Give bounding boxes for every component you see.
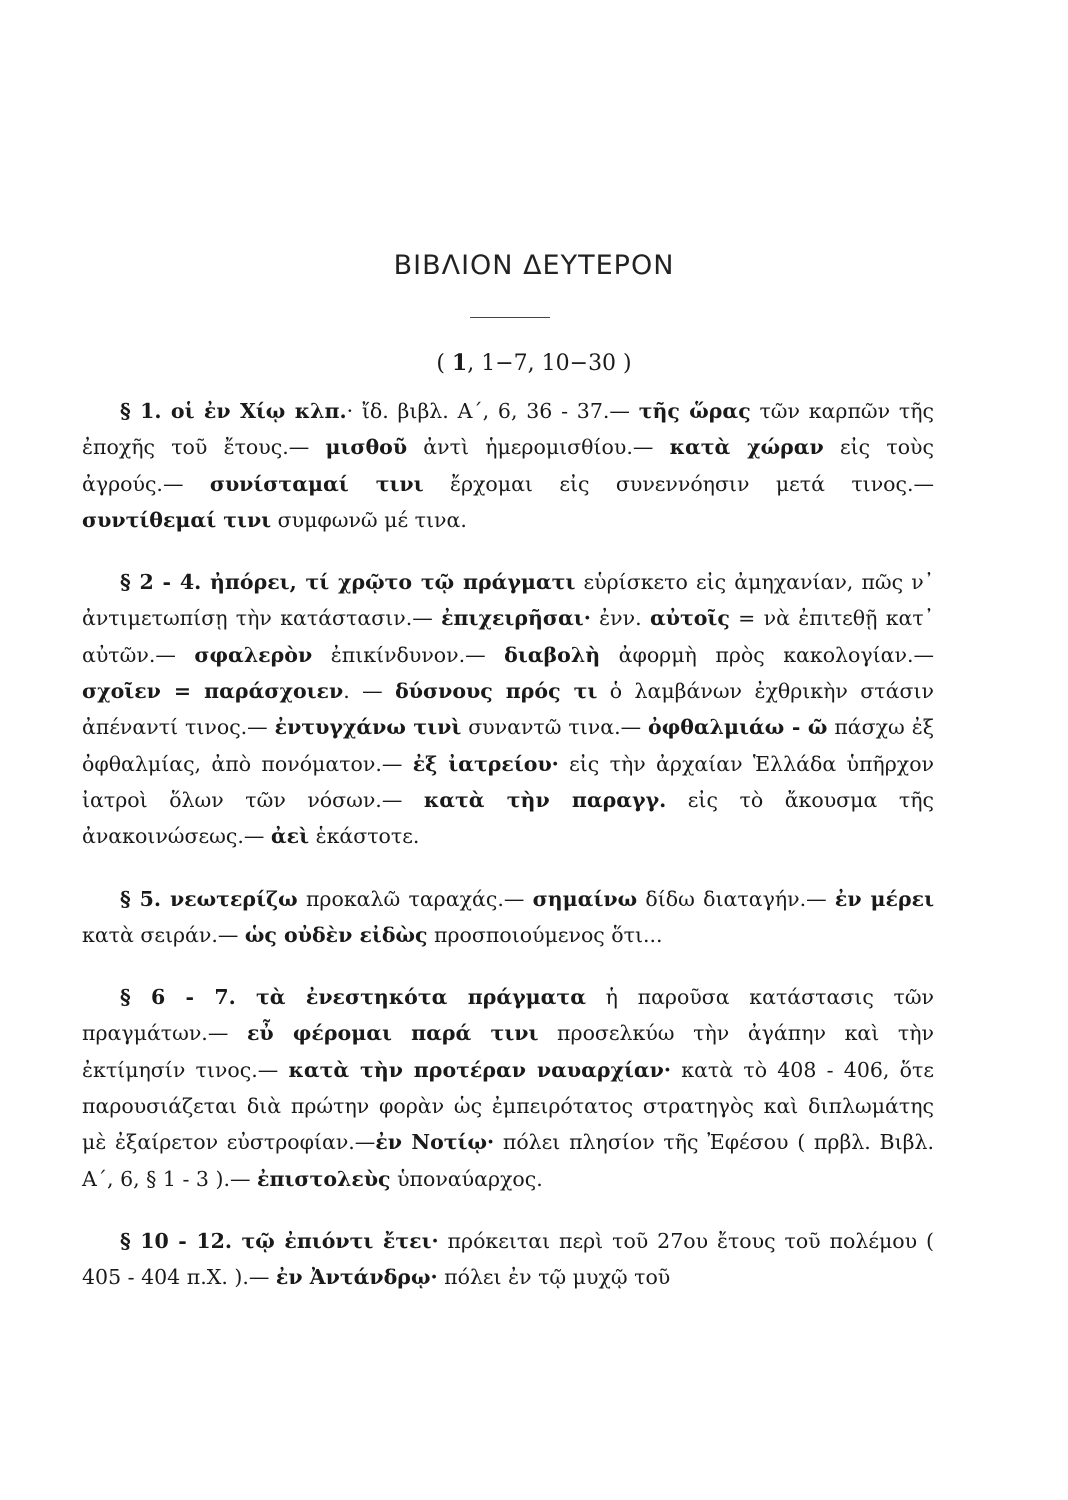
lemma: ὀφθαλμιάω - ῶ	[648, 715, 828, 740]
gloss: ὑποναύαρχος.	[390, 1166, 543, 1191]
lemma: ἀεὶ	[270, 824, 310, 849]
lemma: κατὰ τὴν παραγγ.	[423, 787, 667, 812]
gloss: τῶν καρπῶν τῆς ἐποχῆς τοῦ ἔτους.—	[82, 399, 934, 460]
gloss: ἐπικίνδυνον.—	[312, 642, 505, 667]
gloss: εἰς τὸ ἄκουσμα τῆς ἀνακοινώσεως.—	[82, 787, 934, 849]
lemma: ἐξ ἰατρείου·	[412, 751, 559, 776]
lemma: αὐτοῖς	[649, 606, 730, 631]
lemma: § 6 - 7. τὰ ἐνεστηκότα πράγματα	[120, 985, 587, 1010]
lemma: ἐντυγχάνω τινὶ	[274, 715, 462, 740]
lemma: σημαίνω	[532, 886, 638, 911]
lemma: ἐπιχειρῆσαι·	[441, 606, 591, 631]
gloss: ἔρχομαι εἰς συνεννόησιν μετά τινος.—	[423, 471, 935, 496]
chapter-range-open: (	[436, 351, 452, 376]
gloss: πάσχω ἐξ ὀφθαλμίας, ἀπὸ πονόματον.—	[82, 715, 934, 776]
gloss: ἀντὶ ἡμερομισθίου.—	[407, 435, 670, 460]
commentary-paragraph	[82, 881, 934, 954]
commentary-paragraph	[82, 1223, 934, 1296]
chapter-range-rest: , 1−7, 10−30 )	[467, 351, 632, 376]
lemma: σχοῖεν = παράσχοιεν	[82, 679, 344, 704]
lemma: § 10 - 12. τῷ ἐπιόντι ἔτει·	[120, 1228, 439, 1253]
lemma: ἐπιστολεὺς	[257, 1166, 391, 1191]
lemma: ἐν μέρει	[834, 886, 934, 911]
gloss: προκαλῶ ταραχάς.—	[297, 886, 533, 911]
lemma: § 1. οἱ ἐν Χίῳ κλπ.	[120, 399, 347, 423]
gloss: προσποιούμενος ὅτι...	[427, 922, 663, 947]
lemma: ὡς οὐδὲν εἰδὼς	[244, 922, 428, 947]
lemma: σφαλερὸν	[194, 642, 313, 667]
lemma: μισθοῦ	[325, 435, 408, 460]
gloss: εὑρίσκετο εἰς ἀμηχανίαν, πῶς ν᾽ ἀντιμετωπίσῃ τὴν κατάστασιν.—	[82, 570, 934, 631]
gloss: = νὰ ἐπιτεθῇ κατ᾽ αὐτῶν.—	[82, 606, 934, 667]
lemma: συνίσταμαί τινι	[209, 471, 424, 496]
lemma: δύσνους πρός τι	[395, 679, 598, 704]
title-divider	[470, 317, 550, 318]
commentary-paragraph	[82, 393, 934, 538]
chapter-range-book: 1	[451, 350, 468, 376]
gloss: συναντῶ τινα.—	[461, 715, 649, 740]
lemma: § 5. νεωτερίζω	[120, 886, 298, 911]
gloss: προσελκύω τὴν ἀγάπην καὶ τὴν ἐκτίμησίν τινος.—	[82, 1021, 934, 1082]
gloss: ἑκάστοτε.	[309, 824, 420, 849]
commentary-paragraph	[82, 564, 934, 854]
gloss: ἡ παροῦσα κατάστασις τῶν πραγμάτων.—	[82, 985, 934, 1046]
gloss: ἀφορμὴ πρὸς κακολογίαν.—	[600, 642, 934, 667]
lemma: τῆς ὥρας	[638, 399, 751, 423]
lemma: διαβολὴ	[504, 642, 601, 667]
gloss: εἰς τὴν ἀρχαίαν Ἑλλάδα ὑπῆρχον ἰατροὶ ὅλων τῶν νόσων.—	[82, 751, 934, 812]
gloss: δίδω διαταγήν.—	[637, 886, 835, 911]
gloss: κατὰ σειράν.—	[82, 922, 245, 947]
gloss: εἰς τοὺς ἀγρούς.—	[82, 435, 934, 496]
book-title: ΒΙΒΛΙΟΝ ΔΕΥΤΕΡΟΝ	[393, 250, 675, 281]
lemma: ἐν Ἀντάνδρῳ·	[275, 1265, 438, 1290]
gloss: πόλει πλησίον τῆς Ἐφέσου ( πρβλ. Βιβλ. Α΄, 6, § 1 - 3 ).—	[82, 1130, 935, 1191]
gloss: συμφωνῶ μέ τινα.	[271, 507, 467, 532]
gloss: ἐνν.	[590, 606, 650, 631]
gloss: κατὰ τὸ 408 - 406, ὅτε παρουσιάζεται διὰ πρώτην φορὰν ὡς ἐμπειρότατος στρατηγὸς καὶ διπλωμάτης μὲ ἐξαίρετον εὐστροφίαν.—	[82, 1057, 934, 1155]
lemma: κατὰ χώραν	[669, 435, 824, 460]
lemma: συντίθεμαί τινι	[82, 507, 272, 532]
gloss: πρόκειται περὶ τοῦ 27ου ἔτους τοῦ πολέμου ( 405 - 404 π.Χ. ).—	[82, 1228, 934, 1290]
commentary-body	[82, 393, 934, 1322]
commentary-paragraph	[82, 979, 934, 1197]
lemma: εὖ φέρομαι παρά τινι	[246, 1021, 539, 1046]
gloss: ὁ λαμβάνων ἐχθρικὴν στάσιν ἀπέναντί τινος.—	[82, 679, 934, 740]
gloss: πόλει ἐν τῷ μυχῷ τοῦ	[437, 1265, 671, 1290]
lemma: κατὰ τὴν προτέραν ναυαρχίαν·	[288, 1057, 672, 1082]
chapter-range	[0, 350, 1068, 376]
gloss: · ἴδ. βιβλ. Α΄, 6, 36 - 37.—	[346, 399, 639, 423]
lemma: § 2 - 4. ἠπόρει, τί χρῷτο τῷ πράγματι	[120, 570, 576, 595]
gloss: . —	[343, 679, 396, 704]
lemma: ἐν Νοτίῳ·	[375, 1130, 495, 1155]
